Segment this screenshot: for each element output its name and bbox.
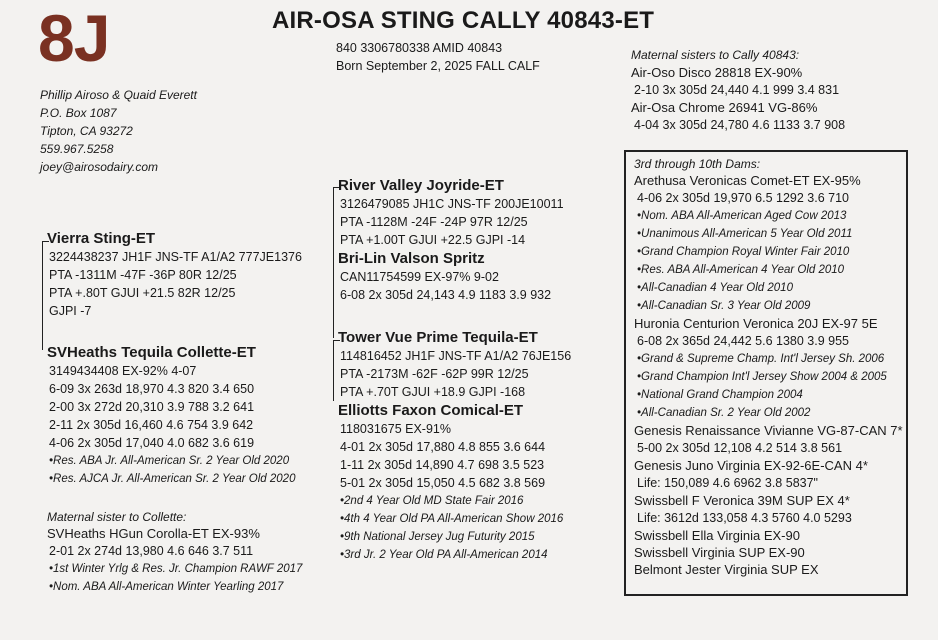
record-line: 4-01 2x 305d 17,880 4.8 855 3.6 644 xyxy=(340,440,546,454)
record-line: 6-08 2x 305d 24,143 4.9 1183 3.9 932 xyxy=(340,288,552,302)
record-line: Life: 150,089 4.6 6962 3.8 5837" xyxy=(637,476,818,490)
owner-name: Phillip Airoso & Quaid Everett xyxy=(40,88,197,102)
dam-sire-section xyxy=(338,328,571,564)
lot-number: 8J xyxy=(38,1,110,75)
award-line: •All-Canadian Sr. 2 Year Old 2002 xyxy=(637,407,811,419)
animal-name: River Valley Joyride-ET xyxy=(338,177,504,194)
animal-name: Tower Vue Prime Tequila-ET xyxy=(338,329,538,346)
record-line: PTA +.70T GJUI +18.9 GJPI -168 xyxy=(340,385,526,399)
record-line: 3149434408 EX-92% 4-07 xyxy=(49,364,197,378)
award-line: •Res. ABA All-American 4 Year Old 2010 xyxy=(637,264,845,276)
city-line: Tipton, CA 93272 xyxy=(40,124,133,138)
relative-name: Arethusa Veronicas Comet-ET EX-95% xyxy=(634,173,861,188)
collette-sister-lines xyxy=(47,525,302,596)
cally-sisters-section xyxy=(631,47,845,134)
award-line: •1st Winter Yrlg & Res. Jr. Champion RAWF 2017 xyxy=(49,563,303,575)
award-line: •All-Canadian 4 Year Old 2010 xyxy=(637,282,793,294)
email-link[interactable]: joey@airosodairy.com xyxy=(40,160,159,174)
record-line: PTA -2173M -62F -62P 99R 12/25 xyxy=(340,367,529,381)
award-line: •9th National Jersey Jug Futurity 2015 xyxy=(340,531,535,543)
award-line: •Grand Champion Royal Winter Fair 2010 xyxy=(637,246,850,258)
record-line: 114816452 JH1F JNS-TF A1/A2 76JE156 xyxy=(340,349,572,363)
award-line: •Unanimous All-American 5 Year Old 2011 xyxy=(637,228,853,240)
collette-sister-section xyxy=(47,509,302,596)
contact-block xyxy=(40,86,197,176)
award-line: •Res. ABA Jr. All-American Sr. 2 Year Old 2020 xyxy=(49,455,290,467)
record-line: 2-01 2x 274d 13,980 4.6 646 3.7 511 xyxy=(49,544,254,558)
dams-box-lines xyxy=(634,172,903,578)
record-line: 2-10 3x 305d 24,440 4.1 999 3.4 831 xyxy=(634,83,840,97)
relative-name: Swissbell F Veronica 39M SUP EX 4* xyxy=(634,493,850,508)
dam-section xyxy=(47,343,295,488)
record-line: 3224438237 JH1F JNS-TF A1/A2 777JE1376 xyxy=(49,250,302,264)
award-line: •Grand & Supreme Champ. Int'l Jersey Sh. 2006 xyxy=(637,353,885,365)
relative-name: Genesis Renaissance Vivianne VG-87-CAN 7* xyxy=(634,423,903,438)
record-line: 2-00 3x 272d 20,310 3.9 788 3.2 641 xyxy=(49,400,255,414)
relative-name: Air-Oso Disco 28818 EX-90% xyxy=(631,65,803,80)
award-line: •3rd Jr. 2 Year Old PA All-American 2014 xyxy=(340,549,548,561)
award-line: •National Grand Champion 2004 xyxy=(637,389,803,401)
phone[interactable]: 559.967.5258 xyxy=(40,142,114,156)
record-line: 4-06 2x 305d 19,970 6.5 1292 3.6 710 xyxy=(637,191,849,205)
birth-date-line: Born September 2, 2025 FALL CALF xyxy=(336,59,540,73)
section-heading: Maternal sisters to Cally 40843: xyxy=(631,48,800,62)
relative-name: Swissbell Virginia SUP EX-90 xyxy=(634,545,805,560)
sire-line-section xyxy=(338,176,564,304)
award-line: •Grand Champion Int'l Jersey Show 2004 & 2005 xyxy=(637,371,887,383)
address-line: P.O. Box 1087 xyxy=(40,106,117,120)
relative-name: Genesis Juno Virginia EX-92-6E-CAN 4* xyxy=(634,458,868,473)
award-line: •Nom. ABA All-American Aged Cow 2013 xyxy=(637,210,847,222)
record-line: PTA +1.00T GJUI +22.5 GJPI -14 xyxy=(340,233,526,247)
record-line: Life: 3612d 133,058 4.3 5760 4.0 5293 xyxy=(637,511,852,525)
record-line: 2-11 2x 305d 16,460 4.6 754 3.9 642 xyxy=(49,418,254,432)
dam-sire-lines xyxy=(338,328,571,564)
page-title: AIR-OSA STING CALLY 40843-ET xyxy=(272,7,655,34)
record-line: PTA -1311M -47F -36P 80R 12/25 xyxy=(49,268,237,282)
sire-section xyxy=(47,229,302,320)
record-line: 6-09 3x 263d 18,970 4.3 820 3.4 650 xyxy=(49,382,255,396)
record-line: 118031675 EX-91% xyxy=(340,422,451,436)
record-line: 4-06 2x 305d 17,040 4.0 682 3.6 619 xyxy=(49,436,255,450)
record-line: CAN11754599 EX-97% 9-02 xyxy=(340,270,499,284)
dam-lines xyxy=(47,343,295,488)
animal-name: Elliotts Faxon Comical-ET xyxy=(338,402,524,419)
award-line: •Nom. ABA All-American Winter Yearling 2017 xyxy=(49,581,284,593)
relative-name: Belmont Jester Virginia SUP EX xyxy=(634,562,819,577)
record-line: 6-08 2x 365d 24,442 5.6 1380 3.9 955 xyxy=(637,334,849,348)
award-line: •4th 4 Year Old PA All-American Show 2016 xyxy=(340,513,564,525)
relative-name: Swissbell Ella Virginia EX-90 xyxy=(634,528,800,543)
animal-name: Vierra Sting-ET xyxy=(47,230,156,247)
animal-name: SVHeaths Tequila Collette-ET xyxy=(47,344,256,361)
animal-name: Bri-Lin Valson Spritz xyxy=(338,250,485,267)
registration-line: 840 3306780338 AMID 40843 xyxy=(336,41,503,55)
sire-line-lines xyxy=(338,176,564,304)
section-heading: 3rd through 10th Dams: xyxy=(634,157,761,171)
record-line: 5-00 2x 305d 12,108 4.2 514 3.8 561 xyxy=(637,441,843,455)
sire-lines xyxy=(47,229,302,320)
record-line: 1-11 2x 305d 14,890 4.7 698 3.5 523 xyxy=(340,458,545,472)
record-line: 3126479085 JH1C JNS-TF 200JE10011 xyxy=(340,197,564,211)
dams-box xyxy=(624,150,908,596)
record-line: 4-04 3x 305d 24,780 4.6 1133 3.7 908 xyxy=(634,118,846,132)
relative-name: Air-Osa Chrome 26941 VG-86% xyxy=(631,100,818,115)
relative-name: SVHeaths HGun Corolla-ET EX-93% xyxy=(47,526,260,541)
record-line: GJPI -7 xyxy=(49,304,92,318)
cally-sisters-lines xyxy=(631,64,845,134)
award-line: •All-Canadian Sr. 3 Year Old 2009 xyxy=(637,300,811,312)
award-line: •2nd 4 Year Old MD State Fair 2016 xyxy=(340,495,524,507)
award-line: •Res. AJCA Jr. All-American Sr. 2 Year Old 2020 xyxy=(49,473,296,485)
section-heading: Maternal sister to Collette: xyxy=(47,510,187,524)
record-line: PTA -1128M -24F -24P 97R 12/25 xyxy=(340,215,528,229)
record-line: 5-01 2x 305d 15,050 4.5 682 3.8 569 xyxy=(340,476,546,490)
relative-name: Huronia Centurion Veronica 20J EX-97 5E xyxy=(634,316,878,331)
record-line: PTA +.80T GJUI +21.5 82R 12/25 xyxy=(49,286,236,300)
